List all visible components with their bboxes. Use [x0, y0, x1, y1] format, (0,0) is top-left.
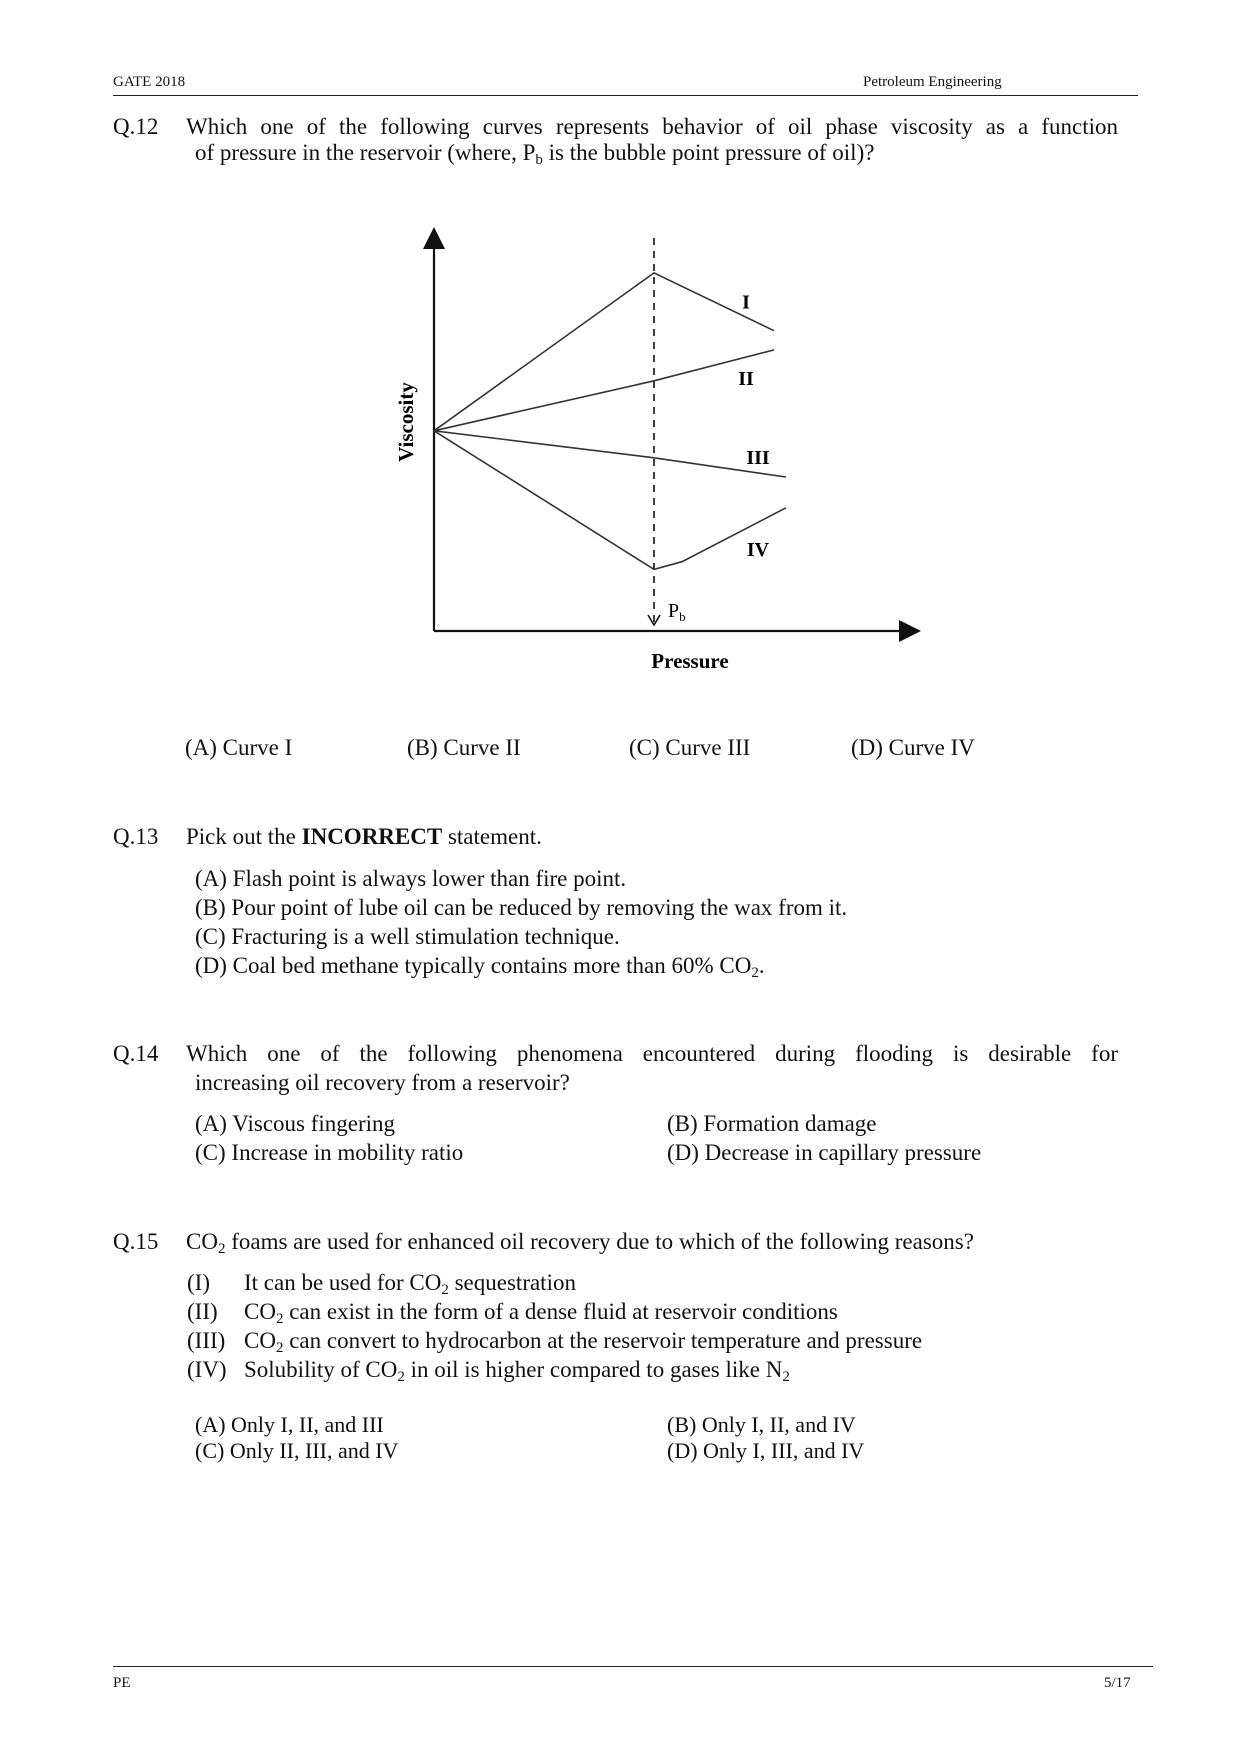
question-stem-line1: Which one of the following phenomena encountered during flooding is desirable for [186, 1041, 1118, 1066]
question-number: Q.13 [113, 824, 159, 849]
curve-label-i: I [742, 291, 750, 314]
q15-statement-3: (III) $CO_2$ can convert to hydrocarbon at the reservoir temperature and pressure [187, 1328, 923, 1356]
question-number: Q.15 [113, 1229, 159, 1254]
q13-option-d[interactable]: (D) Coal bed methane typically contains more than 60% $CO_2$. [195, 953, 765, 981]
question-stem: Pick out the INCORRECT statement. [186, 824, 542, 849]
q13-option-c[interactable]: (C) Fracturing is a well stimulation technique. [195, 924, 620, 949]
q14-option-c[interactable]: (C) Increase in mobility ratio [195, 1140, 464, 1165]
viscosity-pressure-chart [0, 200, 1241, 720]
page-number: 5/17 [1104, 1675, 1131, 1691]
exam-title: GATE 2018 [113, 74, 186, 90]
q15-option-a[interactable]: (A) Only I, II, and III [195, 1412, 384, 1437]
q13-option-b[interactable]: (B) Pour point of lube oil can be reduced by removing the wax from it. [195, 895, 848, 920]
question-stem-line2: increasing oil recovery from a reservoir? [195, 1070, 570, 1095]
footer-code: PE [113, 1675, 131, 1691]
curve-label-iv: IV [746, 538, 770, 561]
question-number: Q.12 [113, 114, 159, 139]
question-stem-line2: of pressure in the reservoir (where, $P_b$ is the bubble point pressure of oil)? [195, 140, 875, 168]
pb-label: $P_b$ [668, 600, 686, 624]
curve-ii [434, 350, 774, 431]
q14-option-b[interactable]: (B) Formation damage [667, 1111, 877, 1136]
q14-option-d[interactable]: (D) Decrease in capillary pressure [667, 1140, 982, 1165]
q15-option-b[interactable]: (B) Only I, II, and IV [667, 1412, 856, 1437]
q15-statement-2: (II) $CO_2$ can exist in the form of a dense fluid at reservoir conditions [187, 1299, 838, 1327]
q15-statement-4: (IV) Solubility of $CO_2$ in oil is higher compared to gases like $N_2$ [187, 1357, 790, 1385]
q13-option-a[interactable]: (A) Flash point is always lower than fire point. [195, 866, 627, 891]
q12-option-d[interactable]: (D) Curve IV [851, 735, 975, 760]
header-divider [113, 95, 1138, 96]
question-number: Q.14 [113, 1041, 159, 1066]
question-stem-line1: Which one of the following curves represents behavior of oil phase viscosity as a function [186, 114, 1118, 139]
curves [434, 273, 786, 570]
curve-iii [434, 431, 786, 477]
q15-option-c[interactable]: (C) Only II, III, and IV [195, 1438, 399, 1463]
question-stem: $CO_2$ foams are used for enhanced oil recovery due to which of the following reasons? [186, 1229, 974, 1257]
footer-divider [113, 1666, 1153, 1667]
x-axis-label: Pressure [651, 649, 729, 673]
curve-i [434, 273, 774, 431]
q12-option-b[interactable]: (B) Curve II [407, 735, 521, 760]
q14-option-a[interactable]: (A) Viscous fingering [195, 1111, 396, 1136]
q15-statement-1: (I) It can be used for $CO_2$ sequestration [187, 1270, 576, 1298]
y-axis-label: Viscosity [394, 382, 418, 462]
curve-iv [434, 431, 786, 570]
curve-label-iii: III [746, 447, 770, 469]
q12-option-a[interactable]: (A) Curve I [185, 735, 293, 760]
q12-option-c[interactable]: (C) Curve III [629, 735, 751, 760]
q15-option-d[interactable]: (D) Only I, III, and IV [667, 1438, 865, 1463]
subject-title: Petroleum Engineering [863, 74, 1002, 90]
curve-label-ii: II [738, 367, 754, 390]
